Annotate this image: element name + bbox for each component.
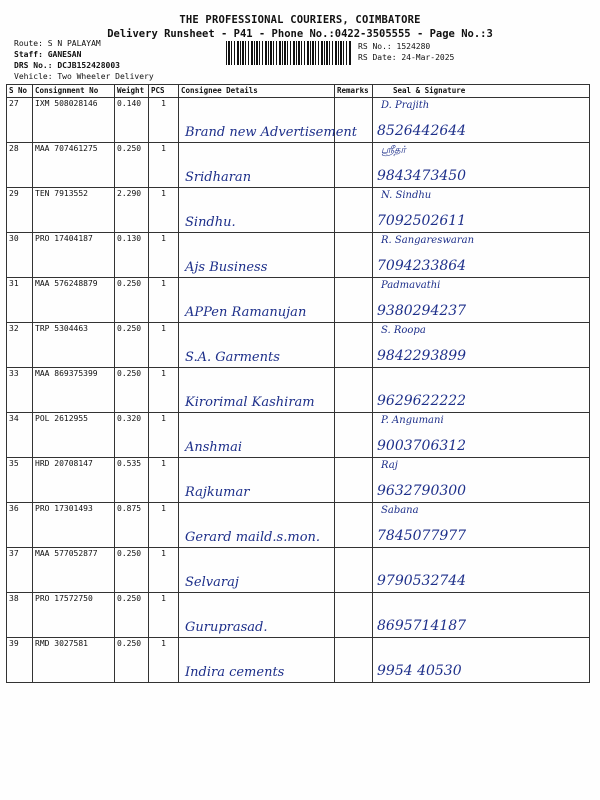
consignee-cell <box>179 413 335 458</box>
pcs-cell: 1 <box>149 458 179 503</box>
consignee-name: Brand new Advertisement <box>185 125 357 140</box>
signature-cell <box>373 413 590 458</box>
consignment-cell: POL 2612955 <box>33 413 115 458</box>
table-row <box>7 638 590 683</box>
remarks-cell <box>335 413 373 458</box>
sno-cell: 29 <box>7 188 33 233</box>
table-header-row <box>7 85 590 98</box>
pcs-cell: 1 <box>149 503 179 548</box>
consignee-cell <box>179 98 357 143</box>
pcs-cell: 1 <box>149 638 179 683</box>
col-consignee: Consignee Details <box>179 85 335 98</box>
consignee-name: Indira cements <box>185 665 285 680</box>
sno-cell: 34 <box>7 413 33 458</box>
sno-cell: 31 <box>7 278 33 323</box>
remarks-cell <box>335 503 373 548</box>
remarks-cell <box>335 278 373 323</box>
consignment-cell: MAA 576248879 <box>33 278 115 323</box>
consignment-cell: HRD 20708147 <box>33 458 115 503</box>
signer-name: ஸ்ரீதர் <box>381 145 406 156</box>
consignee-cell <box>179 323 335 368</box>
consignee-cell <box>179 143 335 188</box>
weight-cell: 0.320 <box>115 413 149 458</box>
pcs-cell: 1 <box>149 98 179 143</box>
col-weight: Weight <box>115 85 149 98</box>
pcs-cell: 1 <box>149 188 179 233</box>
weight-cell: 0.130 <box>115 233 149 278</box>
rs-date: RS Date: 24-Mar-2025 <box>358 53 455 62</box>
consignee-cell <box>179 278 335 323</box>
route-label: Route: S N PALAYAM <box>14 39 101 48</box>
signature-cell <box>373 233 590 278</box>
sno-cell: 37 <box>7 548 33 593</box>
table-row <box>7 503 590 548</box>
consignee-name: Anshmai <box>185 440 243 455</box>
signature-cell <box>373 323 590 368</box>
sno-cell: 36 <box>7 503 33 548</box>
signer-name: Padmavathi <box>381 280 441 291</box>
table-row <box>7 188 590 233</box>
sno-cell: 39 <box>7 638 33 683</box>
page-title: THE PROFESSIONAL COURIERS, COIMBATORE <box>179 14 421 26</box>
signature-cell <box>373 98 590 143</box>
sno-cell: 35 <box>7 458 33 503</box>
consignee-cell <box>179 368 335 413</box>
remarks-cell <box>335 638 373 683</box>
remarks-cell <box>335 233 373 278</box>
remarks-cell <box>335 548 373 593</box>
signature-cell <box>373 188 590 233</box>
weight-cell: 0.535 <box>115 458 149 503</box>
signer-phone: 9842293899 <box>377 348 467 364</box>
signature-cell <box>373 593 590 638</box>
table-row <box>7 143 590 188</box>
vehicle-label: Vehicle: Two Wheeler Delivery <box>14 72 154 81</box>
signer-name: Raj <box>381 460 398 471</box>
signature-cell <box>373 548 590 593</box>
signature-cell <box>373 503 590 548</box>
sno-cell: 28 <box>7 143 33 188</box>
signer-phone: 8526442644 <box>377 123 467 139</box>
signer-phone: 9790532744 <box>377 573 467 589</box>
consignee-cell <box>179 503 335 548</box>
remarks-cell <box>335 593 373 638</box>
pcs-cell: 1 <box>149 233 179 278</box>
consignee-name: APPen Ramanujan <box>185 305 307 320</box>
pcs-cell: 1 <box>149 548 179 593</box>
sno-cell: 32 <box>7 323 33 368</box>
sno-cell: 30 <box>7 233 33 278</box>
col-pcs: PCS <box>149 85 179 98</box>
consignee-name: Sridharan <box>185 170 252 185</box>
col-remarks: Remarks <box>335 85 373 98</box>
pcs-cell: 1 <box>149 278 179 323</box>
consignee-name: Ajs Business <box>185 260 268 275</box>
consignee-name: Gerard maild.s.mon. <box>185 530 321 545</box>
consignee-name: Rajkumar <box>185 485 250 500</box>
consignee-name: Selvaraj <box>185 575 239 590</box>
weight-cell: 0.250 <box>115 323 149 368</box>
signer-phone: 8695714187 <box>377 618 467 634</box>
signer-phone: 9954 40530 <box>377 663 462 679</box>
consignment-cell: MAA 707461275 <box>33 143 115 188</box>
col-consignment: Consignment No <box>33 85 115 98</box>
consignee-cell <box>179 593 335 638</box>
signer-name: D. Prajith <box>381 100 430 111</box>
signature-cell <box>373 143 590 188</box>
delivery-table <box>6 84 590 683</box>
route-info <box>14 38 154 82</box>
sno-cell: 38 <box>7 593 33 638</box>
weight-cell: 0.250 <box>115 143 149 188</box>
remarks-cell <box>335 143 373 188</box>
rs-number: RS No.: 1524280 <box>358 42 431 51</box>
consignee-cell <box>179 233 335 278</box>
table-row <box>7 98 590 143</box>
weight-cell: 0.140 <box>115 98 149 143</box>
table-row <box>7 368 590 413</box>
pcs-cell: 1 <box>149 413 179 458</box>
signature-cell <box>373 368 590 413</box>
remarks-cell <box>335 458 373 503</box>
col-sno: S No <box>7 85 33 98</box>
signer-phone: 9629622222 <box>377 393 467 409</box>
sno-cell: 33 <box>7 368 33 413</box>
barcode-image <box>226 41 352 65</box>
pcs-cell: 1 <box>149 323 179 368</box>
pcs-cell: 1 <box>149 143 179 188</box>
consignee-name: Sindhu. <box>185 215 236 230</box>
weight-cell: 2.290 <box>115 188 149 233</box>
signature-cell <box>373 278 590 323</box>
consignment-cell: MAA 577052877 <box>33 548 115 593</box>
staff-label: Staff: GANESAN <box>14 50 82 59</box>
consignment-cell: RMD 3027581 <box>33 638 115 683</box>
weight-cell: 0.250 <box>115 278 149 323</box>
runsheet-subtitle: Delivery Runsheet - P41 - Phone No.:0422-3505555 - Page No.:3 <box>107 28 493 40</box>
signer-phone: 7845077977 <box>377 528 467 544</box>
consignment-cell: MAA 869375399 <box>33 368 115 413</box>
table-row <box>7 233 590 278</box>
signer-phone: 9003706312 <box>377 438 467 454</box>
signer-phone: 7092502611 <box>377 213 467 229</box>
consignee-cell <box>179 188 335 233</box>
pcs-cell: 1 <box>149 368 179 413</box>
table-row <box>7 278 590 323</box>
consignment-cell: TRP 5304463 <box>33 323 115 368</box>
rs-info <box>358 41 454 63</box>
consignment-cell: IXM 508028146 <box>33 98 115 143</box>
consignment-cell: PRO 17572750 <box>33 593 115 638</box>
signature-cell <box>373 638 590 683</box>
consignment-cell: TEN 7913552 <box>33 188 115 233</box>
consignee-name: Kirorimal Kashiram <box>185 395 315 410</box>
weight-cell: 0.250 <box>115 638 149 683</box>
signer-phone: 9632790300 <box>377 483 467 499</box>
consignee-cell <box>179 548 335 593</box>
signer-name: Sabana <box>381 505 419 516</box>
sno-cell: 27 <box>7 98 33 143</box>
signature-cell <box>373 458 590 503</box>
signer-phone: 9380294237 <box>377 303 467 319</box>
col-signature: Seal & Signature <box>373 85 590 98</box>
signer-name: P. Angumani <box>381 415 444 426</box>
weight-cell: 0.875 <box>115 503 149 548</box>
weight-cell: 0.250 <box>115 593 149 638</box>
consignee-cell <box>179 638 335 683</box>
consignee-name: Guruprasad. <box>185 620 268 635</box>
table-row <box>7 413 590 458</box>
table-row <box>7 593 590 638</box>
consignment-cell: PRO 17404187 <box>33 233 115 278</box>
signer-phone: 7094233864 <box>377 258 467 274</box>
weight-cell: 0.250 <box>115 548 149 593</box>
pcs-cell: 1 <box>149 593 179 638</box>
table-row <box>7 458 590 503</box>
remarks-cell <box>335 188 373 233</box>
consignee-name: S.A. Garments <box>185 350 280 365</box>
remarks-cell <box>335 323 373 368</box>
signer-name: R. Sangareswaran <box>381 235 475 246</box>
signer-name: N. Sindhu <box>381 190 432 201</box>
signer-name: S. Roopa <box>381 325 426 336</box>
table-row <box>7 323 590 368</box>
drs-label: DRS No.: DCJB152428003 <box>14 61 120 70</box>
table-row <box>7 548 590 593</box>
consignee-cell <box>179 458 335 503</box>
remarks-cell <box>335 368 373 413</box>
consignment-cell: PRO 17301493 <box>33 503 115 548</box>
weight-cell: 0.250 <box>115 368 149 413</box>
signer-phone: 9843473450 <box>377 168 467 184</box>
